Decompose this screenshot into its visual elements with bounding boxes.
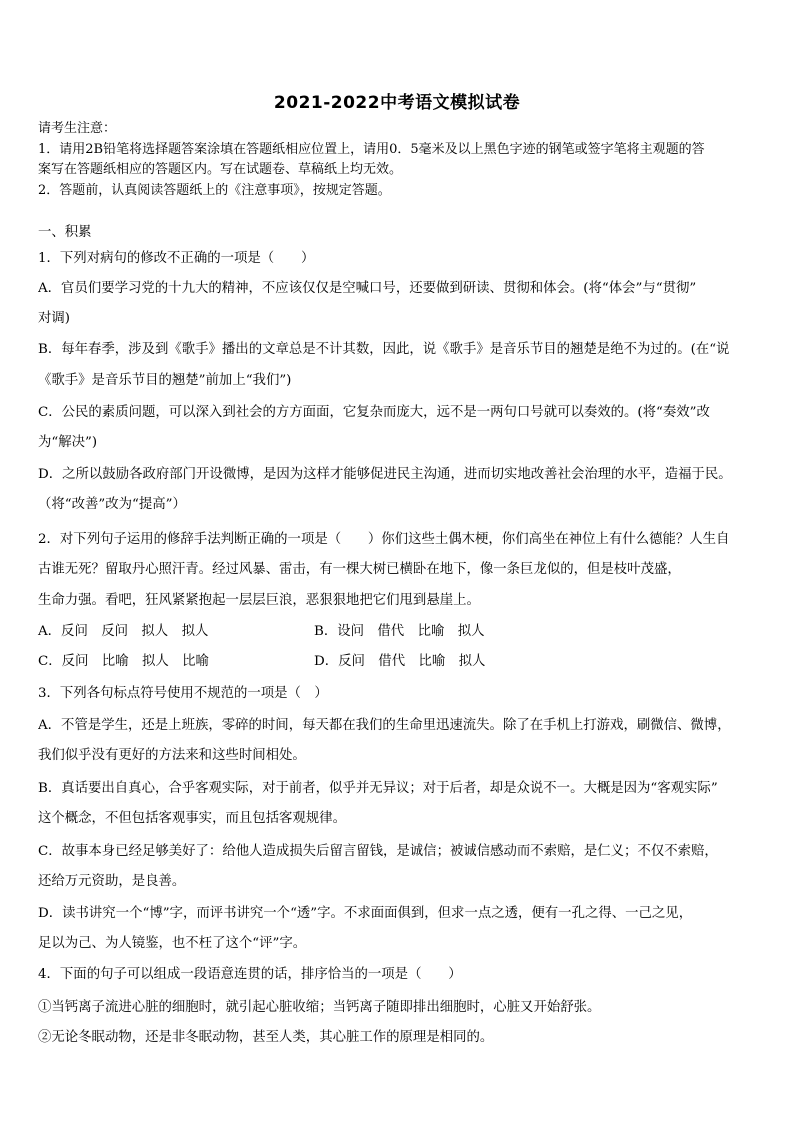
q2-stem-cont-1: 古谁无死？留取丹心照汗青。经过风暴、雷击，有一棵大树已横卧在地下，像一条巨龙似的，但是枝叶茂盛，	[38, 562, 681, 577]
q3-option-d: D．读书讲究一个“博”字，而评书讲究一个“透”字。不求面面俱到，但求一点之透，便有一孔之得、一己之见，	[38, 906, 693, 921]
q3-option-a: A．不管是学生，还是上班族，零碎的时间，每天都在我们的生命里迅速流失。除了在手机上打游戏，刷微信、微博，	[38, 718, 731, 733]
q4-stem: 4．下面的句子可以组成一段语意连贯的话，排序恰当的一项是（ ）	[38, 967, 462, 982]
q1-option-a: A．官员们要学习党的十九大的精神，不应该仅仅是空喊口号，还要做到研读、贯彻和体会。(将“体会”与“贯彻”	[38, 281, 697, 296]
q3-option-b: B．真话要出自真心，合乎客观实际，对于前者，似乎并无异议；对于后者，却是众说不一。大概是因为“客观实际”	[38, 781, 718, 796]
q3-stem: 3．下列各句标点符号使用不规范的一项是（ ）	[38, 686, 328, 701]
q1-option-d-cont: （将“改善”改为“提高”）	[38, 497, 186, 512]
q1-option-b: B．每年春季，涉及到《歌手》播出的文章总是不计其数，因此，说《歌手》是音乐节目的翘楚是绝不为过的。(在“说	[38, 342, 730, 357]
q3-option-d-cont: 足以为己、为人镜鉴，也不枉了这个“评”字。	[38, 936, 307, 951]
q2-option-b: B．设问 借代 比喻 拟人	[314, 624, 485, 639]
q2-option-a: A．反问 反问 拟人 拟人	[38, 624, 209, 639]
q1-option-d: D．之所以鼓励各政府部门开设微博，是因为这样才能够促进民主沟通，进而切实地改善社会治理的水平，造福于民。	[38, 467, 732, 482]
q2-stem: 2．对下列句子运用的修辞手法判断正确的一项是（ ）你们这些土偶木梗，你们高坐在神位上有什么德能？人生自	[38, 532, 730, 547]
notice-heading: 请考生注意：	[38, 121, 117, 136]
notice-item-1-line-1: 1．请用2B铅笔将选择题答案涂填在答题纸相应位置上，请用0．5毫米及以上黑色字迹的钢笔或签字笔将主观题的答	[38, 142, 705, 157]
section-heading: 一、积累	[38, 225, 92, 240]
q1-option-c-cont: 为“解决”)	[38, 435, 98, 450]
q3-option-c: C．故事本身已经足够美好了：给他人造成损失后留言留钱，是诚信；被诚信感动而不索赔，是仁义；不仅不索赔，	[38, 844, 718, 859]
notice-item-1-line-2: 案写在答题纸相应的答题区内。写在试题卷、草稿纸上均无效。	[38, 162, 403, 177]
q1-stem: 1．下列对病句的修改不正确的一项是（ ）	[38, 251, 315, 266]
q3-option-b-cont: 这个概念，不但包括客观事实，而且包括客观规律。	[38, 811, 346, 826]
page-title: 2021-2022中考语文模拟试卷	[273, 93, 521, 113]
q3-option-a-cont: 我们似乎没有更好的方法来和这些时间相处。	[38, 748, 306, 763]
q2-stem-cont-2: 生命力强。看吧，狂风紧紧抱起一层层巨浪，恶狠狠地把它们甩到悬崖上。	[38, 593, 480, 608]
q1-option-b-cont: 《歌手》是音乐节目的翘楚”前加上“我们”)	[38, 373, 292, 388]
q2-option-d: D．反问 借代 比喻 拟人	[314, 654, 486, 669]
q1-option-c: C．公民的素质问题，可以深入到社会的方方面面，它复杂而庞大，远不是一两句口号就可以奏效的。(将“奏效”改	[38, 405, 710, 420]
notice-item-2: 2．答题前，认真阅读答题纸上的《注意事项》，按规定答题。	[38, 183, 391, 198]
q2-option-c: C．反问 比喻 拟人 比喻	[38, 654, 209, 669]
q3-option-c-cont: 还给万元资助，是良善。	[38, 874, 186, 889]
q4-sentence-1: ①当钙离子流进心脏的细胞时，就引起心脏收缩；当钙离子随即排出细胞时，心脏又开始舒张。	[38, 1000, 601, 1015]
q1-option-a-cont: 对调)	[38, 311, 71, 326]
q4-sentence-2: ②无论冬眠动物，还是非冬眠动物，甚至人类，其心脏工作的原理是相同的。	[38, 1030, 494, 1045]
